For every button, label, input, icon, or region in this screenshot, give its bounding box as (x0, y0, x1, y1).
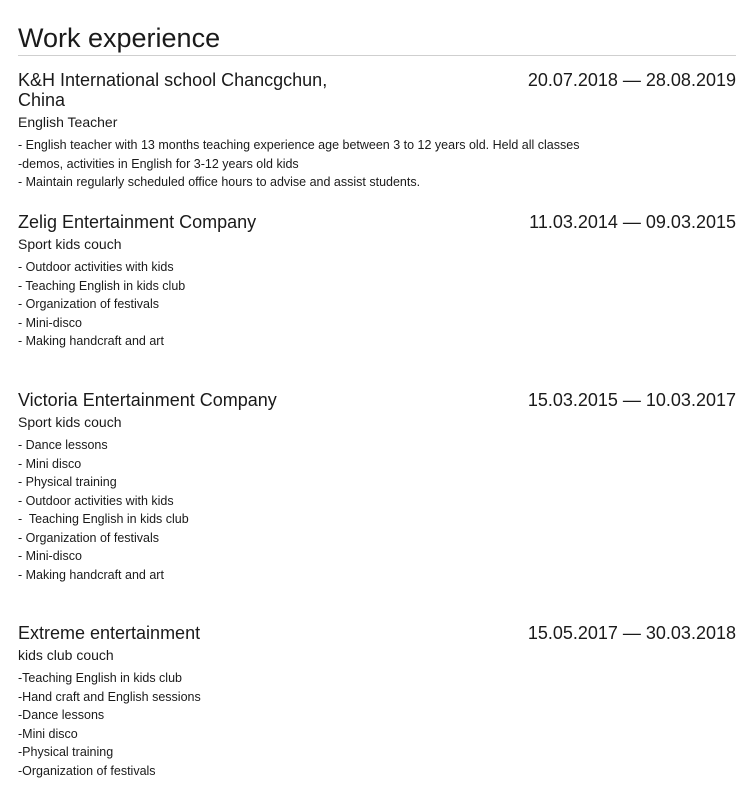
duty-item: -demos, activities in English for 3-12 years old kids (18, 156, 299, 171)
job-entry (18, 623, 736, 780)
duty-item: -Physical training (18, 745, 114, 759)
job-role: Sport kids couch (18, 414, 122, 430)
job-dates: 15.05.2017 — 30.03.2018 (527, 623, 736, 643)
duty-item: - English teacher with 13 months teaching experience age between 3 to 12 years old. Held all classes (18, 138, 580, 152)
job-duties (18, 436, 736, 584)
job-company: Extreme entertainment (18, 623, 201, 643)
job-dates: 15.03.2015 — 10.03.2017 (527, 390, 736, 410)
job-header (18, 70, 736, 110)
duty-item: - Making handcraft and art (18, 334, 164, 348)
job-company: K&H International school Chancgchun, China (18, 70, 328, 110)
job-header (18, 623, 736, 647)
section-title: Work experience (18, 22, 736, 56)
job-entry (18, 70, 736, 192)
duty-item: - Teaching English in kids club (18, 512, 189, 526)
duty-item: -Hand craft and English sessions (18, 689, 201, 704)
duty-item: - Organization of festivals (18, 297, 160, 311)
duty-item: - Organization of festivals (18, 530, 160, 545)
job-entry (18, 390, 736, 584)
duty-item: -Teaching English in kids club (18, 671, 182, 685)
job-header (18, 212, 736, 236)
duty-item: - Mini-disco (18, 315, 82, 330)
duty-item: - Physical training (18, 475, 117, 489)
job-company: Zelig Entertainment Company (18, 212, 257, 232)
job-header (18, 390, 736, 414)
job-company: Victoria Entertainment Company (18, 390, 277, 410)
duty-item: - Making handcraft and art (18, 567, 164, 582)
job-role: Sport kids couch (18, 236, 122, 252)
job-role: English Teacher (18, 114, 118, 130)
duty-item: - Dance lessons (18, 438, 108, 452)
job-role: kids club couch (18, 647, 114, 663)
job-duties (18, 258, 736, 351)
duty-item: - Maintain regularly scheduled office hours to advise and assist students. (18, 175, 421, 189)
duty-item: - Mini-disco (18, 549, 82, 563)
job-dates: 11.03.2014 — 09.03.2015 (529, 212, 736, 232)
duty-item: - Outdoor activities with kids (18, 493, 174, 508)
job-entry (18, 212, 736, 351)
duty-item: -Mini disco (18, 726, 78, 741)
job-duties (18, 136, 736, 192)
job-dates: 20.07.2018 — 28.08.2019 (527, 70, 736, 90)
duty-item: - Mini disco (18, 456, 82, 471)
job-duties (18, 669, 736, 780)
duty-item: -Organization of festivals (18, 763, 156, 778)
duty-item: -Dance lessons (18, 708, 105, 722)
duty-item: - Teaching English in kids club (18, 278, 186, 293)
duty-item: - Outdoor activities with kids (18, 260, 174, 274)
